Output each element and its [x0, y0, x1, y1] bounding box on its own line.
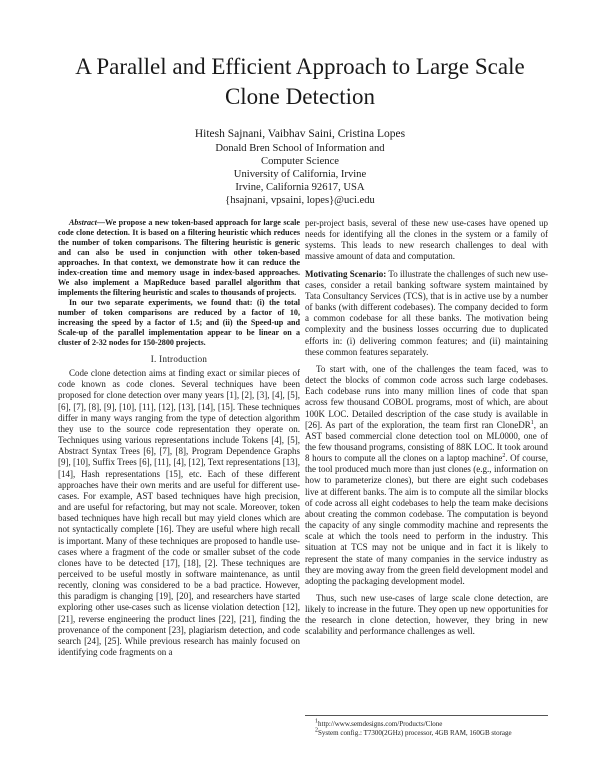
author-names: Hitesh Sajnani, Vaibhav Saini, Cristina Lopes [194, 128, 406, 140]
footnote-1-text: http://www.semdesigns.com/Products/Clone [318, 720, 443, 728]
abstract-label: Abstract [69, 218, 97, 227]
footnote-1: $^1$http://www.semdesigns.com/Products/Clone [315, 718, 443, 728]
footnote-2-text: System config.: T7300(2GHz) processor, 4GB RAM, 160GB storage [318, 729, 512, 737]
abstract-paragraph-1: —We propose a new token-based approach for large scale code clone detection. It is based on a filtering heuristic which reduces the number of token comparisons. The filtering heuristic is generic and can also be used in conjunction with other token-based approaches. In that context, we demonstrate how it can reduce the index-creation time and memory usage in index-based approaches. We also implement a MapReduce based parallel algorithm that implements the filtering heuristic and scales to thousands of projects. [58, 218, 300, 297]
abstract [58, 218, 300, 348]
intro-paragraph-1: Code clone detection aims at finding exact or similar pieces of code known as code clones. Several techniques have been proposed for clone detection over many years [1], [2], [3], [4], [5], [6], [7], [8], [9], [10], [11], [12], [13], [14], [15]. These techniques differ in many ways ranging from the type of detection algorithm they use to the source code representation they operate on. Techniques using various representations include Tokens [4], [5], Abstract Syntax Trees [6], [7], [8], Program Dependence Graphs [9], [10], Suffix Trees [6], [11], [4], [12], Text representations [13], [14], Hash representations [15], etc. Each of these different approaches have their own merits and are useful for different use-cases. For example, AST based techniques have high precision, and are useful for refactoring, but may not scale. Moreover, token based techniques have high recall but may yield clones which are not syntactically complete [16]. They are useful where high recall is important. Many of these techniques are proposed to handle use-cases where a fragment of the code or smaller subset of the code clones have to be detected [17], [18], [2]. These techniques are perceived to be useful mostly in software maintenance, as until recently, cloning was considered to be a bad practice. However, this paradigm is changing [19], [20], and researchers have started exploring other use-cases such as license violation detection [12], [21], reverse engineering the product lines [22], [21], finding the provenance of the component [23], plagiarism detection, and code search [24], [25]. While previous research has mainly focused on identifying code fragments on a [58, 368, 300, 658]
author-dept-line-2: Computer Science [261, 156, 339, 167]
author-city: Irvine, California 92617, USA [235, 182, 365, 193]
paper-title [40, 52, 560, 112]
section-heading-introduction: I. Introduction [150, 354, 208, 364]
author-dept-line-1: Donald Bren School of Information and [215, 143, 385, 154]
right-paragraph-continued: per-project basis, several of these new use-cases have opened up needs for identifying all the clones in the system or a family of systems. This leads to new research challenges to deal with massive amount of data and computation. [305, 218, 548, 262]
author-university: University of California, Irvine [233, 169, 367, 180]
title-line-1: A Parallel and Efficient Approach to Large Scale [75, 54, 525, 79]
right-paragraph-3: Thus, such new use-cases of large scale clone detection, are likely to increase in the future. They open up new opportunities for the research in clone detection, however, they bring in new scalability and performance challenges as well. [305, 593, 548, 637]
motivating-scenario-label: Motivating Scenario: [305, 268, 387, 279]
footnote-ref-1: 1 [530, 419, 534, 426]
motivating-scenario-text: To illustrate the challenges of such new use-cases, consider a retail banking software system maintained by Tata Consultancy Services (TCS), that is in active use by a number of banks (with different codebases). The company decided to form a common codebase for all these banks. The motivation being complexity and the business losses occurring due to duplicated efforts in: (i) delivering common features; and (ii) maintaining these common features separately. [305, 268, 548, 357]
title-line-2: Clone Detection [224, 84, 376, 109]
footnote-ref-2: 2 [502, 453, 506, 460]
footnote-2: $^2$System config.: T7300(2GHz) processor, 4GB RAM, 160GB storage [315, 727, 512, 737]
abstract-paragraph-2: In our two separate experiments, we found that: (i) the total number of token comparisons are reduced by a factor of 10, increasing the speed by a factor of 1.5; and (ii) the Speed-up and Scale-up of the parallel implementation appear to be linear on a cluster of 2-32 nodes for 150-2800 projects. [58, 298, 300, 347]
footnotes [305, 715, 548, 738]
author-email: {hsajnani, vpsaini, lopes}@uci.edu [225, 195, 375, 206]
right-paragraph-2: To start with, one of the challenges the team faced, was to detect the blocks of common code across such large codebases. Each codebase runs into many million lines of code that span across few thousand COBOL programs, most of which, are about 100K LOC. Detailed description of the case study is available in [26]. As part of the exploration, the team first ran CloneDR$^1$, an AST based commercial clone detection tool on ML0000, one of the few thousand programs, consisting of 88K LOC. It took around 8 hours to compute all the clones on a laptop machine$^2$. Of course, the tool produced much more than just clones (e.g., information on how to parameterize clones), but there are eight such codebases live at different banks. The aim is to compute all the similar blocks of code across all eight codebases to help the team make decisions about creating the common codebase. The computation is beyond the capacity of any single commodity machine and represents the scale at which the tools need to perform in the industry. This situation at TCS may not be unique and in fact it is likely to represent the state of many companies in the service industry as they are moving away from the green field development model and adopting the packaging development model. [305, 363, 548, 586]
author-block [100, 128, 500, 207]
left-column [58, 218, 300, 658]
